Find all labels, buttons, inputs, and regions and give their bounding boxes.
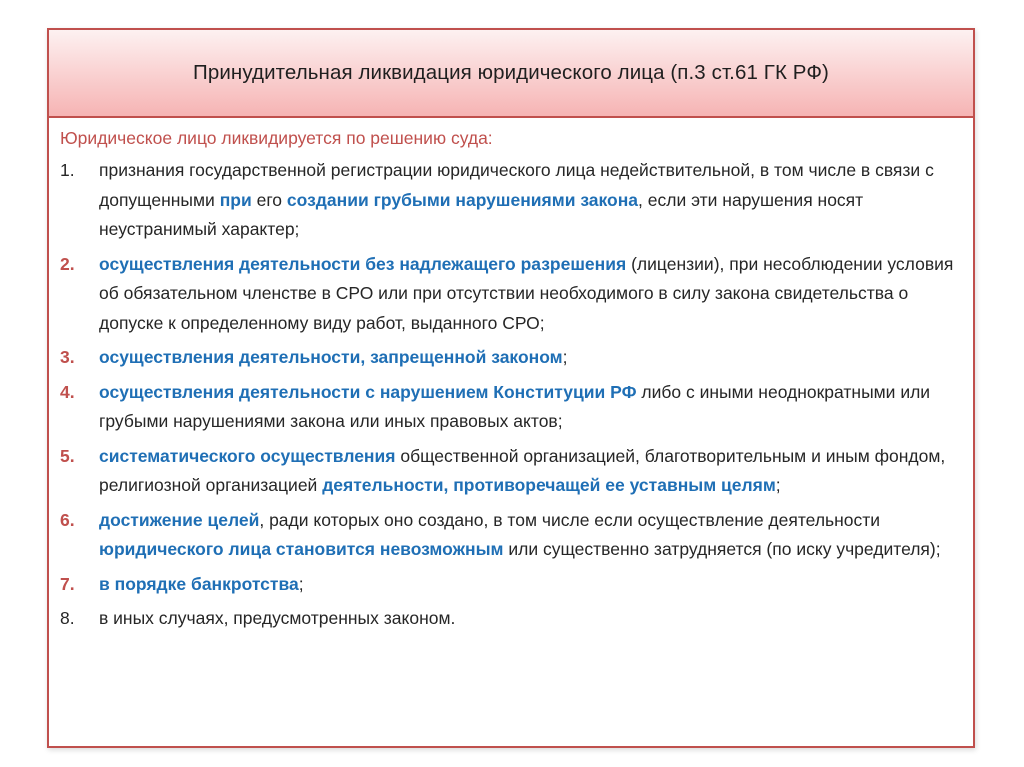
body-text: его xyxy=(251,189,287,210)
highlighted-text: при xyxy=(219,189,252,210)
body-text: или существенно затрудняется (по иску учредителя); xyxy=(503,539,941,559)
list-item-text xyxy=(99,442,961,501)
body-text: ; xyxy=(562,347,568,367)
body-text: общественной организацией, благотворительным и иным фондом, религиозной организацией xyxy=(99,445,946,495)
title-bar xyxy=(49,30,973,118)
list-item-number: 4. xyxy=(60,381,75,402)
slide-title: Принудительная ликвидация юридического лица (п.3 ст.61 ГК РФ) xyxy=(193,61,829,84)
list-item xyxy=(60,442,961,501)
list-item xyxy=(60,378,961,437)
list-item xyxy=(60,343,961,373)
highlighted-text: юридического лица становится невозможным xyxy=(99,539,504,559)
list-item-number: 7. xyxy=(60,573,75,594)
slide-content xyxy=(60,126,961,639)
highlighted-text: осуществления деятельности без надлежащего разрешения xyxy=(99,253,627,274)
highlighted-text: создании грубыми нарушениями закона xyxy=(286,189,639,210)
list-item-text xyxy=(99,378,961,437)
highlighted-text: осуществления деятельности, запрещенной законом xyxy=(99,347,563,367)
list-item xyxy=(60,250,961,339)
list-item-number: 2. xyxy=(60,253,75,274)
list-item-text xyxy=(99,570,961,600)
highlighted-text: достижение целей xyxy=(99,509,260,530)
list-item-number: 1. xyxy=(60,160,75,180)
list-item-number: 6. xyxy=(60,509,75,530)
list-item-text xyxy=(99,250,961,339)
list-item xyxy=(60,604,961,634)
body-text: признания государственной регистрации юридического лица недействительной, в том числе в связи с допущенными xyxy=(99,160,934,210)
body-text: (лицензии), при несоблюдении условия об обязательном членстве в СРО или при отсутствии необходимого в силу закона свидетельства о допуске к определенному виду работ, выданного СРО; xyxy=(99,253,954,333)
list-item-number: 3. xyxy=(60,347,75,367)
list-item-number: 5. xyxy=(60,445,75,466)
body-text: ; xyxy=(298,573,304,594)
list-item xyxy=(60,506,961,565)
body-text: , если эти нарушения носят неустранимый характер; xyxy=(99,189,864,239)
body-text: , ради которых оно создано, в том числе если осуществление деятельности xyxy=(259,509,881,530)
list-item xyxy=(60,570,961,600)
highlighted-text: деятельности, противоречащей ее уставным целям xyxy=(322,475,776,495)
body-text: ; xyxy=(775,475,781,495)
list-item-text xyxy=(99,343,961,373)
slide-frame xyxy=(47,28,975,748)
numbered-list xyxy=(60,156,961,634)
body-text: в иных случаях, предусмотренных законом. xyxy=(99,608,456,628)
body-text: либо с иными неоднократными или грубыми нарушениями закона или иных правовых актов; xyxy=(99,381,931,431)
list-item-text xyxy=(99,506,961,565)
list-item-text xyxy=(99,604,961,634)
highlighted-text: в порядке банкротства xyxy=(99,573,299,594)
list-item-number: 8. xyxy=(60,608,75,628)
intro-text: Юридическое лицо ликвидируется по решению суда: xyxy=(60,128,493,148)
list-item-text xyxy=(99,156,961,245)
highlighted-text: осуществления деятельности с нарушением Конституции РФ xyxy=(99,381,637,402)
list-item xyxy=(60,156,961,245)
highlighted-text: систематического осуществления xyxy=(99,445,396,466)
